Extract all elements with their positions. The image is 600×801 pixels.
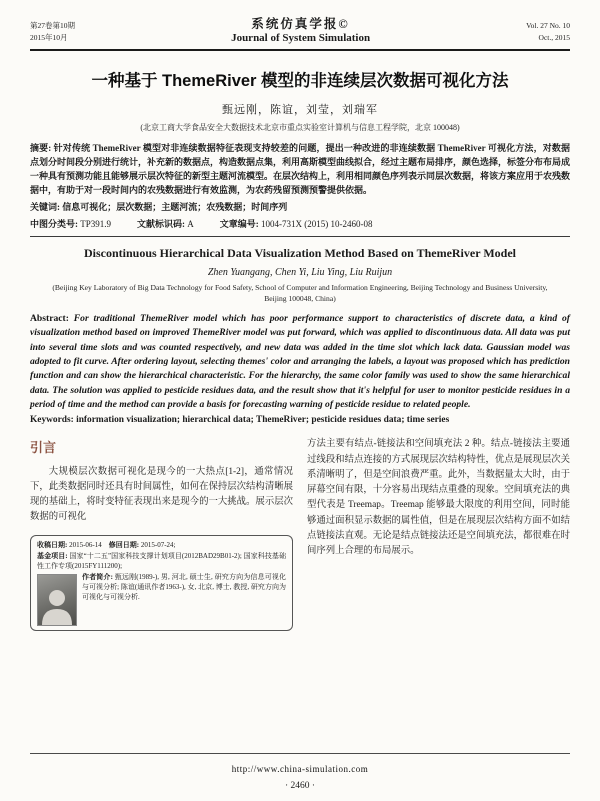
body-columns [30,437,570,630]
section-title-introduction: 引言 [30,440,57,456]
section-divider [30,236,570,237]
abstract-cn-text: 针对传统 ThemeRiver 模型对非连续数据特征表现支持较差的问题，提出一种改进的非连续数据 ThemeRiver 可视化方法，对数据点划分时间段分别进行统计，补充新的数据点，构造数据点集，利用高斯模型曲线拟合，经过主题布局排序，颜色选择，标签分布布局成一种具有预测功能且能够展示层次特征的新型主题河流模型。在层次结构上，利用相同颜色序列表示同层次数据，将该方案应用于农残数据中，有助于对一段时间内的农残数据进行有效监测，为农药残留预测预警提供依据。 [30,143,571,195]
author-photo [37,574,77,626]
journal-title-en: Journal of System Simulation [231,32,371,44]
fund-value: 国家“十二五”国家科技支撑计划项目(2012BAD29B01-2); 国家科技基础性工作专项(2015FY111200); [37,551,286,570]
keywords-cn [30,200,570,213]
article-id-value: 1004-731X (2015) 10-2460-08 [261,218,373,229]
volume-en-line1: Vol. 27 No. 10 [526,21,570,30]
keywords-en [30,415,570,425]
volume-cn-line1: 第27卷第10期 [30,21,75,30]
person-silhouette-icon [40,585,74,625]
keywords-cn-text: 信息可视化；层次数据；主题河流；农残数据；时间序列 [62,201,288,212]
abstract-cn [30,142,570,198]
footnote-box [30,535,293,630]
journal-title-cn: 系统仿真学报© [251,17,350,31]
article-id-item [220,217,373,230]
doc-code-item [137,217,194,230]
footnote-bio-row [37,572,286,626]
journal-url-link[interactable]: http://www.china-simulation.com [231,764,369,774]
received-date-value: 2015-06-14 [69,541,102,550]
doc-code-label: 文献标识码: [137,218,186,229]
journal-title-block [231,14,370,44]
classification-line [30,217,570,230]
paper-title-cn: 一种基于 ThemeRiver 模型的非连续层次数据可视化方法 [91,72,509,90]
article-id-label: 文章编号: [219,218,259,229]
footnote-fund [37,551,286,571]
header-volume-cn [30,20,75,44]
header-volume-en [526,20,570,44]
keywords-cn-label: 关键词: [30,201,60,212]
clc-item [30,217,111,230]
clc-value: TP391.9 [80,218,112,229]
paper-title-en: Discontinuous Hierarchical Data Visualization Method Based on ThemeRiver Model [83,245,516,260]
volume-cn-line2: 2015年10月 [30,33,68,42]
revised-date-value: 2015-07-24; [140,541,176,550]
doc-code-value: A [187,218,194,229]
affiliation-cn: (北京工商大学食品安全大数据技术北京市重点实验室计算机与信息工程学院，北京 100048) [140,123,460,132]
keywords-en-text: information visualization; hierarchical data; ThemeRiver; pesticide residues data; time series [76,415,450,426]
volume-en-line2: Oct., 2015 [538,33,570,42]
keywords-en-label: Keywords: [30,415,74,426]
revised-date-label: 修回日期: [108,541,140,550]
journal-header [30,14,570,51]
fund-label: 基金项目: [37,551,68,560]
intro-paragraph-right: 方法主要有结点-链接法和空间填充法 2 种。结点-链接法主要通过线段和结点连接的方式展现层次结构特性，优点是展现层次关系清晰明了，但是空间浪费严重。此外，当数据量太大时，由于屏幕空间有限，十分容易出现结点重叠的现象。空间填充法的典型代表是 Treemap。Treemap 能够最大限度的利用空间，同时能够通过面积显示数据的属性值，但是在展现层次结构方面不如结点链接法直观。无论是结点链接法还是空间填充法，都很难在时间序列上合理的布局展示。 [307,439,570,557]
page-number: · 2460 · [284,781,316,791]
page-footer [30,753,570,791]
intro-paragraph-left: 大规模层次数据可视化是现今的一大热点[1-2]，通常情况下，此类数据同时还具有时间属性，如何在保持层次结构清晰展现的基础上，将时变特征表现出来是现今的一大挑战。展示层次数据的可视化 [30,466,293,523]
left-column [30,437,293,630]
abstract-en-label: Abstract: [30,312,69,324]
abstract-en [30,312,570,413]
right-column [307,437,570,630]
abstract-cn-label: 摘要: [30,143,52,153]
authors-en: Zhen Yuangang, Chen Yi, Liu Ying, Liu Ruijun [207,266,393,278]
footnote-dates [37,540,286,550]
bio-value: 甄远刚(1989-), 男, 河北, 硕士生, 研究方向为信息可视化与可视分析; 陈谊(通讯作者1963-), 女, 北京, 博士, 教授, 研究方向为可视化与可视分析. [82,572,286,602]
received-date-label: 收稿日期: [37,541,68,550]
abstract-en-text: For traditional ThemeRiver model which has poor performance support to characteristics of discrete data, a kind of visualization method based on improved ThemeRiver model was put forward, which was applied to discontinuous data. All data was put into several time slots and was counted respectively, and new data was added in the time slot which lack data. Gaussian model was adopted to fit curve. After ordering layout, selecting themes' color and arranging the labels, a layout was proposed which has prediction function and can show the hierarchical characteristic. For the hierarchy, the same color family was used to show the same hierarchical data. The solution was applied to pesticide residues data, and the result show that it's helpful for user to monitor pesticide residues in a period of time and the method can provide a basis for forecasting warning of pesticide residue to related people. [30,312,570,411]
footer-rule [30,753,570,754]
bio-label: 作者简介: [82,572,113,581]
affiliation-en: (Beijing Key Laboratory of Big Data Technology for Food Safety, School of Computer and Information Engineering, Beijing Technology and Business University, Beijing 100048, China) [52,282,548,303]
clc-label: 中图分类号: [30,218,78,229]
authors-cn: 甄远刚，陈谊，刘莹，刘瑞军 [222,104,378,116]
